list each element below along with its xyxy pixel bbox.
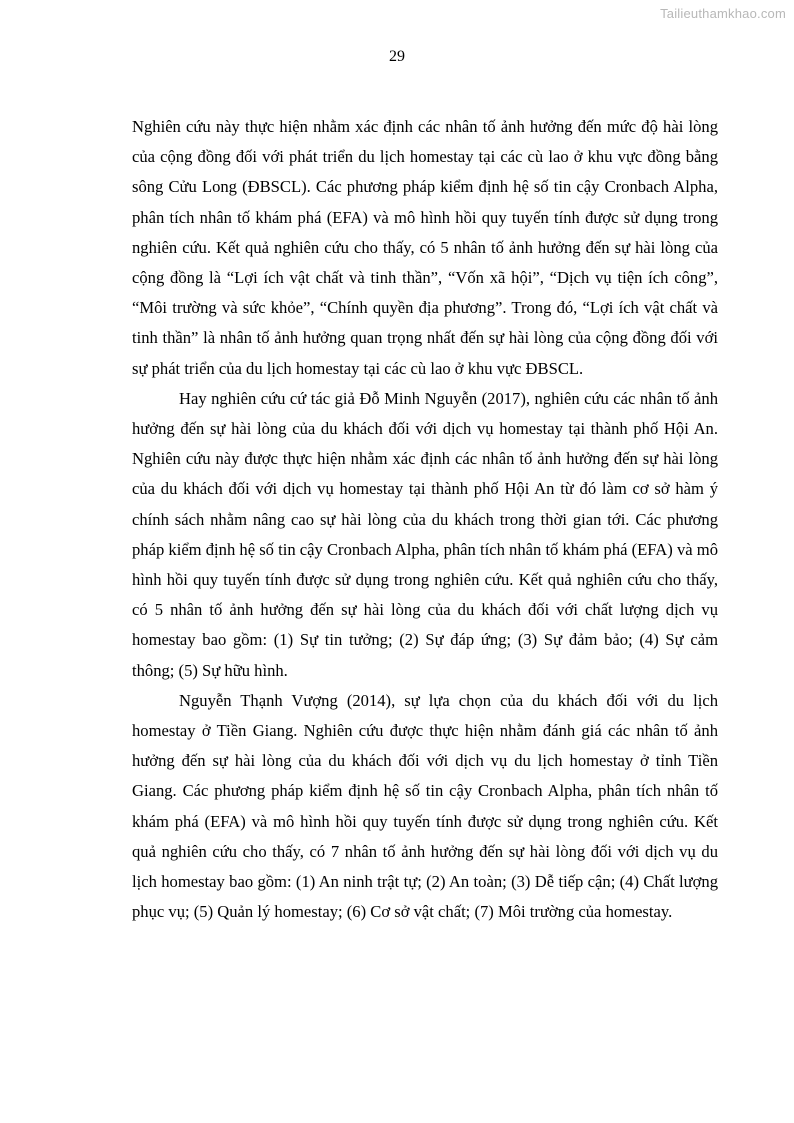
paragraph-2: Hay nghiên cứu cứ tác giả Đỗ Minh Nguyễn (2017), nghiên cứu các nhân tố ảnh hưởng đến sự hài lòng của du khách đối với dịch vụ homestay tại thành phố Hội An. Nghiên cứu này được thực hiện nhằm xác định các nhân tố ảnh hưởng đến sự hài lòng của du khách đối với dịch vụ homestay tại thành phố Hội An từ đó làm cơ sở hàm ý chính sách nhằm nâng cao sự hài lòng của du khách trong thời gian tới. Các phương pháp kiểm định hệ số tin cậy Cronbach Alpha, phân tích nhân tố khám phá (EFA) và mô hình hồi quy tuyến tính được sử dụng trong nghiên cứu. Kết quả nghiên cứu cho thấy, có 5 nhân tố ảnh hưởng đến sự hài lòng của du khách đối với chất lượng dịch vụ homestay bao gồm: (1) Sự tin tưởng; (2) Sự đáp ứng; (3) Sự đảm bảo; (4) Sự cảm thông; (5) Sự hữu hình.	[132, 388, 718, 680]
document-body	[132, 112, 718, 927]
watermark-text: Tailieuthamkhao.com	[660, 6, 786, 21]
paragraph-1: Nghiên cứu này thực hiện nhằm xác định các nhân tố ảnh hưởng đến mức độ hài lòng của cộng đồng đối với phát triển du lịch homestay tại các cù lao ở khu vực đồng bằng sông Cửu Long (ĐBSCL). Các phương pháp kiểm định hệ số tin cậy Cronbach Alpha, phân tích nhân tố khám phá (EFA) và mô hình hồi quy tuyến tính được sử dụng trong nghiên cứu. Kết quả nghiên cứu cho thấy, có 5 nhân tố ảnh hưởng đến sự hài lòng của cộng đồng là “Lợi ích vật chất và tinh thần”, “Vốn xã hội”, “Dịch vụ tiện ích công”, “Môi trường và sức khỏe”, “Chính quyền địa phương”. Trong đó, “Lợi ích vật chất và tinh thần” là nhân tố ảnh hưởng quan trọng nhất đến sự hài lòng của cộng đồng đối với sự phát triển của du lịch homestay tại các cù lao ở khu vực ĐBSCL.	[132, 117, 718, 378]
paragraph-3: Nguyễn Thạnh Vượng (2014), sự lựa chọn của du khách đối với du lịch homestay ở Tiền Giang. Nghiên cứu được thực hiện nhằm đánh giá các nhân tố ảnh hưởng đến sự hài lòng của du khách đối với dịch vụ du lịch homestay ở tỉnh Tiền Giang. Các phương pháp kiểm định hệ số tin cậy Cronbach Alpha, phân tích nhân tố khám phá (EFA) và mô hình hồi quy tuyến tính được sử dụng trong nghiên cứu. Kết quả nghiên cứu cho thấy, có 7 nhân tố ảnh hưởng đến sự hài lòng đối với dịch vụ du lịch homestay bao gồm: (1) An ninh trật tự; (2) An toàn; (3) Dễ tiếp cận; (4) Chất lượng phục vụ; (5) Quản lý homestay; (6) Cơ sở vật chất; (7) Môi trường của homestay.	[132, 690, 718, 922]
page-number: 29	[389, 48, 405, 65]
